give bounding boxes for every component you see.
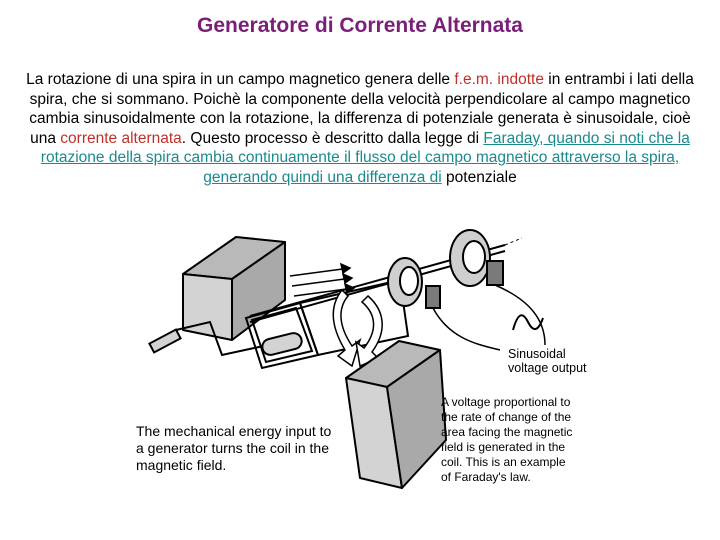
rotation-arrows	[333, 290, 382, 366]
corrente-alternata-term: corrente alternata	[60, 129, 182, 147]
fem-indotte-term: f.e.m. indotte	[454, 71, 544, 88]
page-title: Generatore di Corrente Alternata	[197, 14, 523, 37]
text-segment-2: in entrambi i lati della spira, che si sommano. Poichè la componente della velocità perpendicolare al campo magnetico cambia sinusoidalmente con la rotazione, la differenza di potenziale generata è sinusoidale, cioè una	[29, 71, 694, 147]
sine-wave-symbol	[513, 315, 543, 330]
text-segment-3: . Questo processo è descritto dalla legge di	[181, 129, 484, 147]
faraday-link[interactable]: Faraday, quando si noti che la rotazione della spira cambia continuamente il flusso del campo magnetico attraverso la spira, generando quindi una differenza di	[40, 129, 690, 186]
text-segment-1: La rotazione di una spira in un campo magnetico genera delle	[26, 71, 455, 88]
magnetic-field-lines	[290, 264, 354, 296]
text-segment-4: potenziale	[441, 168, 517, 186]
axis-line	[505, 238, 522, 245]
faraday-law-caption: A voltage proportional to the rate of change of the area facing the magnetic field is generated in the coil. This is an example of Faraday's law.	[441, 395, 573, 484]
body-paragraph	[24, 70, 696, 188]
output-wires	[433, 285, 545, 350]
sinusoidal-output-caption: Sinusoidal voltage output	[508, 347, 587, 375]
mechanical-energy-caption: The mechanical energy input to a generator turns the coil in the magnetic field.	[136, 423, 332, 473]
